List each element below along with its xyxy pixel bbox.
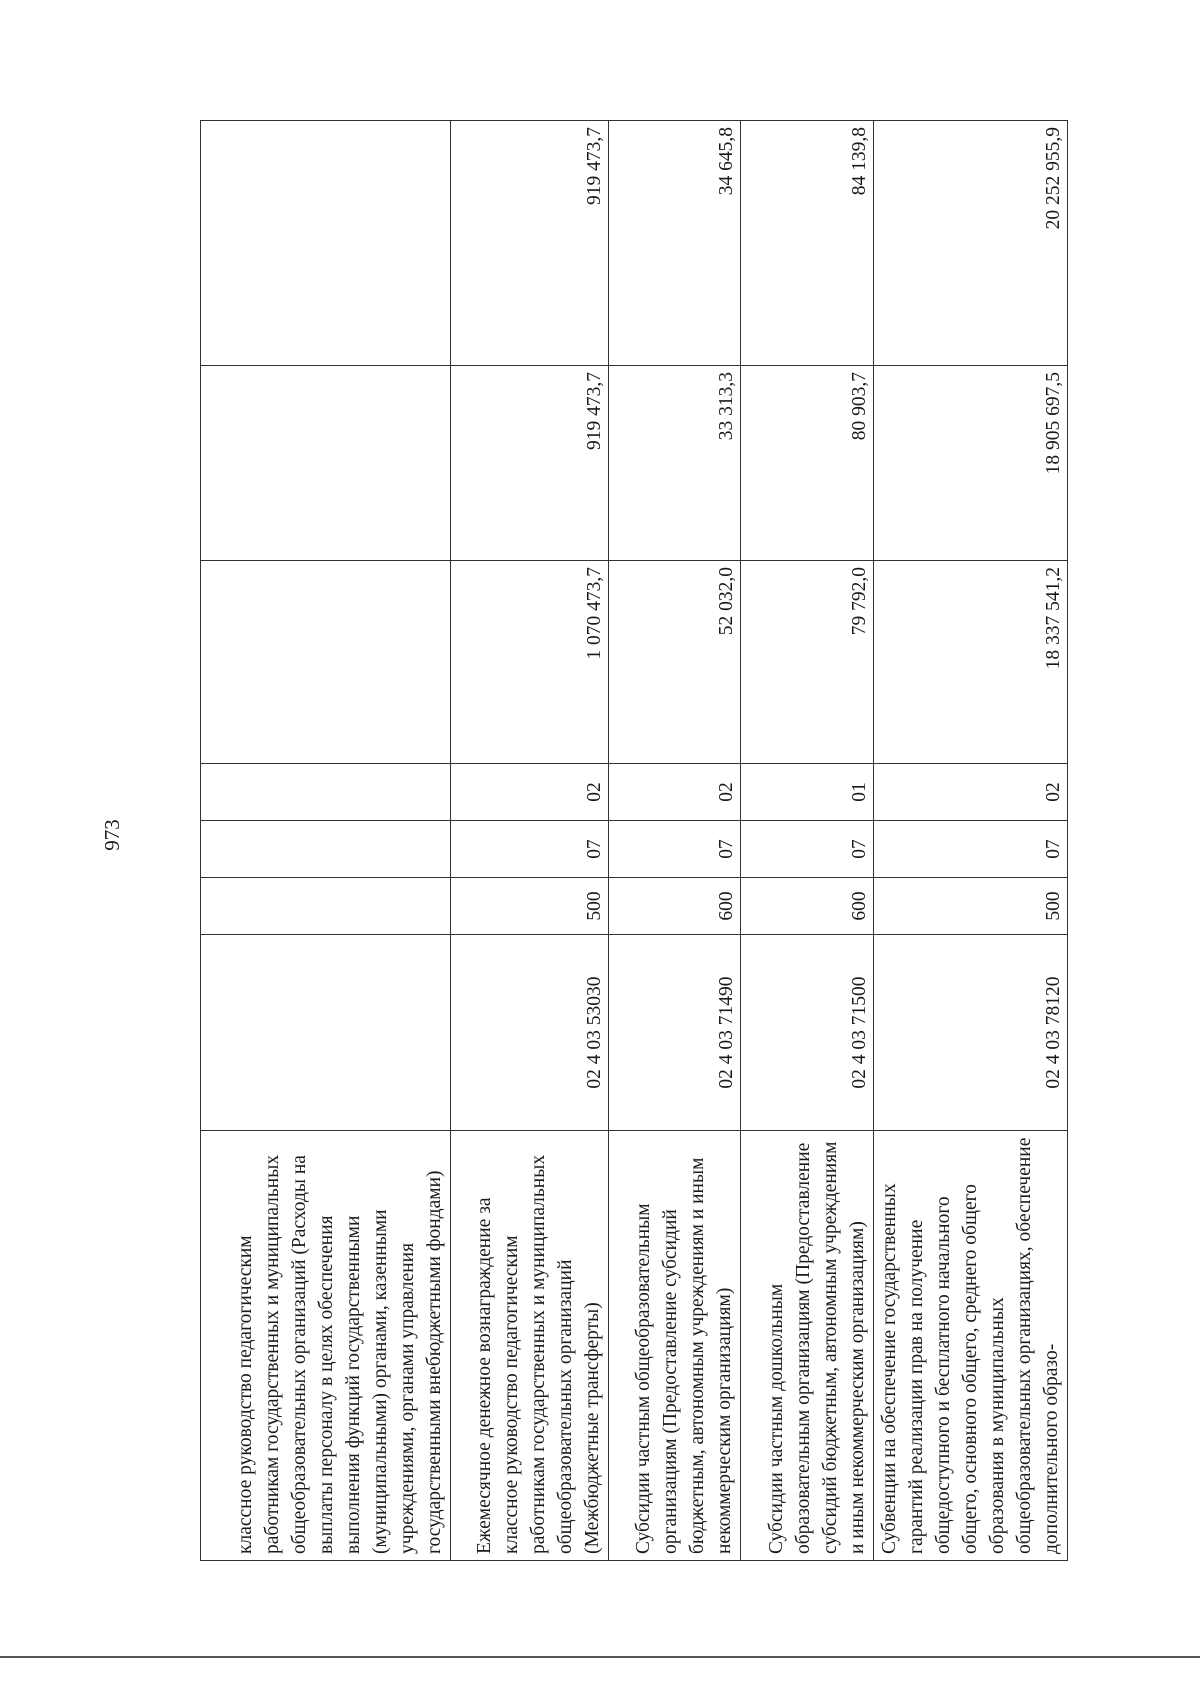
value-3: 34 645,8 [609, 121, 741, 366]
section-code: 07 [451, 821, 609, 878]
section-code [201, 821, 451, 878]
value-2: 18 905 697,5 [874, 366, 1068, 561]
value-1: 18 337 541,2 [874, 561, 1068, 764]
expense-type: 500 [874, 878, 1068, 935]
table-row [451, 121, 609, 1561]
value-1 [201, 561, 451, 764]
value-2 [201, 366, 451, 561]
row-description: Субсидии частным общеобразовательным организациям (Предоставление субсидий бюджетным, автономным учреждениям и иным некоммерческим организациям) [609, 1131, 741, 1561]
value-1: 1 070 473,7 [451, 561, 609, 764]
subsection-code: 02 [451, 764, 609, 821]
expense-type [201, 878, 451, 935]
section-code: 07 [874, 821, 1068, 878]
rotated-table-container [200, 121, 1064, 1561]
footer-rule [0, 1656, 1200, 1658]
target-code: 02 4 03 78120 [874, 935, 1068, 1131]
value-3: 20 252 955,9 [874, 121, 1068, 366]
subsection-code: 01 [741, 764, 874, 821]
target-code: 02 4 03 53030 [451, 935, 609, 1131]
expense-type: 600 [741, 878, 874, 935]
target-code [201, 935, 451, 1131]
value-1: 79 792,0 [741, 561, 874, 764]
row-description: Ежемесячное денежное вознаграждение за классное руководство педагогическим работникам государственных и муниципальных общеобразовательных организаций (Межбюджетные трансферты) [451, 1131, 609, 1561]
value-2: 80 903,7 [741, 366, 874, 561]
value-2: 33 313,3 [609, 366, 741, 561]
row-description: Субвенции на обеспечение государственных гарантий реализации прав на получение общедоступного и бесплатного начального общего, основного общего, среднего общего образования в муниципальных общеобразовательных организациях, обеспечение дополнительного образо- [874, 1131, 1068, 1561]
table-row [609, 121, 741, 1561]
expense-type: 500 [451, 878, 609, 935]
subsection-code: 02 [609, 764, 741, 821]
value-3 [201, 121, 451, 366]
subsection-code [201, 764, 451, 821]
section-code: 07 [609, 821, 741, 878]
table-row [874, 121, 1068, 1561]
section-code: 07 [741, 821, 874, 878]
budget-table [200, 120, 1068, 1561]
target-code: 02 4 03 71500 [741, 935, 874, 1131]
value-3: 84 139,8 [741, 121, 874, 366]
expense-type: 600 [609, 878, 741, 935]
value-3: 919 473,7 [451, 121, 609, 366]
value-2: 919 473,7 [451, 366, 609, 561]
value-1: 52 032,0 [609, 561, 741, 764]
row-description: Субсидии частным дошкольным образовательным организациям (Предоставление субсидий бюджетным, автономным учреждениям и иным некоммерческим организациям) [741, 1131, 874, 1561]
target-code: 02 4 03 71490 [609, 935, 741, 1131]
page-number: 973 [100, 819, 124, 851]
table-row [741, 121, 874, 1561]
subsection-code: 02 [874, 764, 1068, 821]
table-row [201, 121, 451, 1561]
row-description: классное руководство педагогическим работникам государственных и муниципальных общеобразовательных организаций (Расходы на выплаты персоналу в целях обеспечения выполнения функций государственными (муниципальными) органами, казенными учреждениями, органами управления государственными внебюджетными фондами) [201, 1131, 451, 1561]
